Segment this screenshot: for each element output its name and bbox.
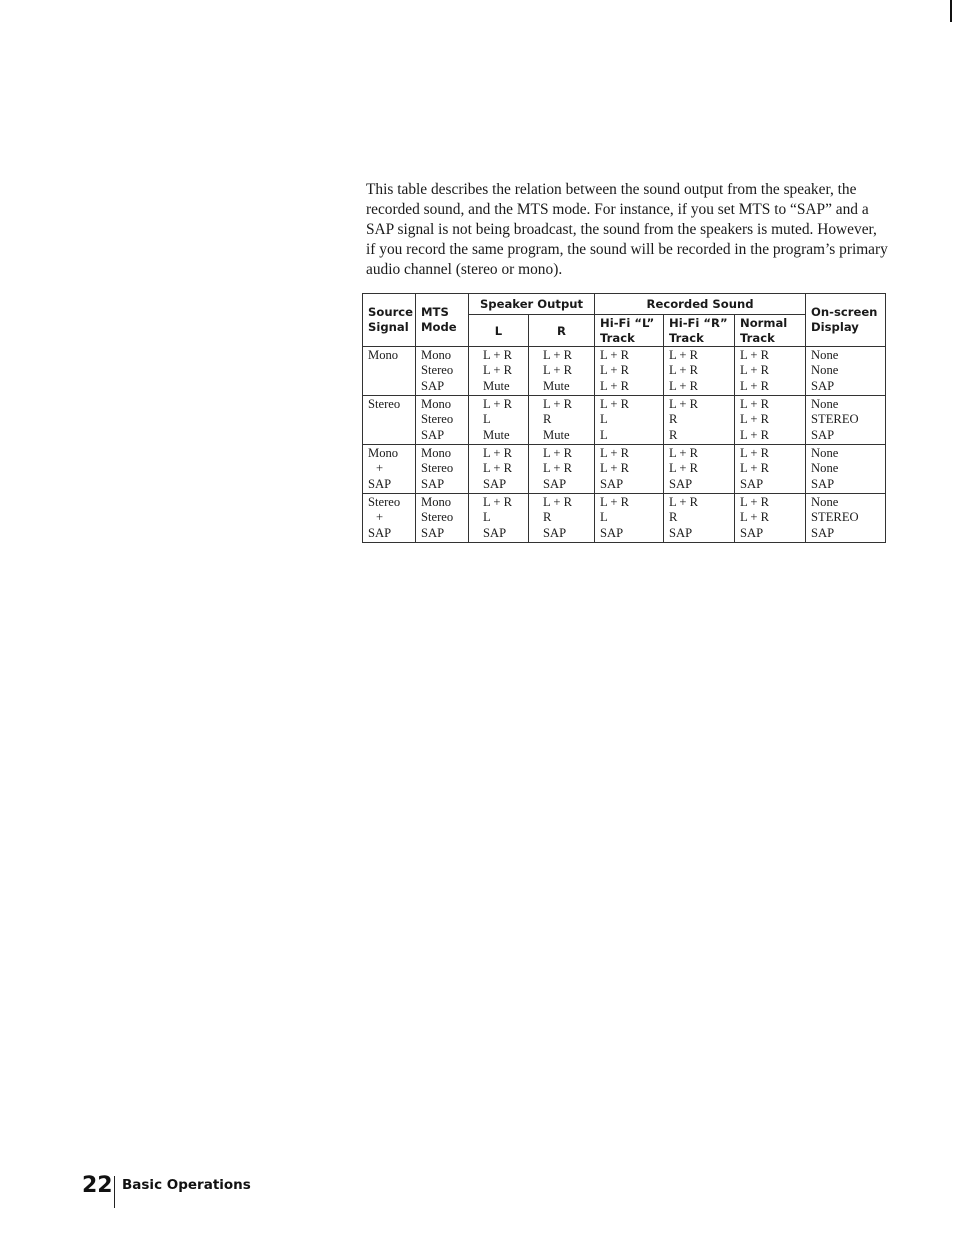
cell-source-signal [363,347,416,396]
cell-line: L + R [740,446,770,460]
cell-line: SAP [811,525,835,540]
cell-line: L [600,412,608,427]
cell-line: Mono [421,495,452,509]
cell-line: Mute [483,427,510,442]
cell-line: L + R [543,446,573,460]
cell-line: Mono [368,348,399,362]
cell-onscreen-display [806,347,886,396]
cell-line: SAP [368,525,392,540]
cell-line: L + R [669,446,699,460]
cell-line: L [600,510,608,525]
cell-line: SAP [483,476,507,491]
cell-line: L + R [600,348,630,362]
cell-line: None [811,446,839,460]
cell-speaker-l [469,445,529,494]
cell-line: L + R [740,378,770,393]
cell-line: Stereo [421,363,454,378]
cell-line: SAP [368,476,392,491]
header-hifi-l-track: Hi-Fi “L” Track [595,315,664,347]
cell-hifi-l [595,396,664,445]
header-row-1 [363,294,886,315]
footer-divider [114,1176,115,1208]
cell-speaker-r [529,396,595,445]
cell-line: Mute [543,427,570,442]
header-onscreen-display: On-screen Display [806,294,886,347]
cell-speaker-r [529,445,595,494]
table-row [363,494,886,543]
cell-line: L + R [740,510,770,525]
cell-normal-track [735,347,806,396]
cell-line: + [376,510,384,525]
cell-line: L + R [543,495,573,509]
cell-line: L + R [600,378,630,393]
cell-line: L + R [669,363,699,378]
page-number: 22 [82,1173,113,1198]
header-speaker-r: R [529,315,595,347]
cell-line: None [811,495,839,509]
intro-paragraph: This table describes the relation between the sound output from the speaker, the recorded sound, and the MTS mode. For instance, if you set MTS to “SAP” and a SAP signal is not being broadcast, the sound from the speakers is muted. However, if you record the same program, the sound will be recorded in the program’s primary audio channel (stereo or mono). [366,181,888,278]
cell-line: SAP [811,378,835,393]
cell-speaker-l [469,494,529,543]
cell-normal-track [735,396,806,445]
cell-line: SAP [740,525,764,540]
cell-line: SAP [811,427,835,442]
cell-mts-mode [416,494,469,543]
cell-line: Mono [368,446,399,460]
header-normal-track: Normal Track [735,315,806,347]
cell-line: L + R [600,397,630,411]
cell-line: None [811,348,839,362]
header-source-signal: Source Signal [363,294,416,347]
cell-line: L + R [483,446,513,460]
cell-line: None [811,363,839,378]
cell-line: None [811,397,839,411]
cell-line: R [543,412,552,427]
cell-line: Mute [543,378,570,393]
cell-line: SAP [669,476,693,491]
cell-hifi-r [664,396,735,445]
cell-line: SAP [421,378,445,393]
cell-line: SAP [811,476,835,491]
cell-source-signal [363,445,416,494]
header-mts-mode: MTS Mode [416,294,469,347]
cell-line: L + R [543,461,573,476]
cell-line: Mono [421,446,452,460]
cell-line: SAP [543,525,567,540]
cell-mts-mode [416,347,469,396]
cell-normal-track [735,494,806,543]
cell-hifi-r [664,445,735,494]
table-row [363,396,886,445]
cell-line: Mono [421,348,452,362]
cell-line: L [483,510,491,525]
cell-speaker-r [529,347,595,396]
cell-line: R [669,412,678,427]
cell-line: None [811,461,839,476]
cell-line: L + R [669,397,699,411]
cell-line: L + R [600,446,630,460]
cell-line: L + R [740,397,770,411]
cell-line: L + R [483,397,513,411]
cell-line: L + R [740,412,770,427]
cell-source-signal [363,494,416,543]
cell-speaker-r [529,494,595,543]
cell-line: L + R [740,348,770,362]
cell-hifi-r [664,347,735,396]
cell-mts-mode [416,396,469,445]
mts-sound-table [362,293,886,543]
cell-hifi-l [595,494,664,543]
cell-line: SAP [600,525,624,540]
header-hifi-r-track: Hi-Fi “R” Track [664,315,735,347]
cell-speaker-l [469,347,529,396]
cell-line: L + R [740,363,770,378]
cell-line: SAP [600,476,624,491]
cell-line: L + R [740,461,770,476]
cell-line: Stereo [368,495,401,509]
cell-normal-track [735,445,806,494]
cell-line: L + R [483,363,513,378]
cell-line: + [376,461,384,476]
cell-line: SAP [421,476,445,491]
cell-line: L + R [669,461,699,476]
table-row [363,347,886,396]
cell-hifi-r [664,494,735,543]
header-speaker-l: L [469,315,529,347]
page-edge-mark [950,0,952,22]
cell-line: Stereo [421,412,454,427]
cell-mts-mode [416,445,469,494]
cell-onscreen-display [806,396,886,445]
cell-line: L + R [543,348,573,362]
cell-line: L [600,427,608,442]
cell-line: STEREO [811,412,859,427]
header-speaker-output: Speaker Output [469,294,595,315]
cell-line: L + R [600,495,630,509]
cell-onscreen-display [806,494,886,543]
cell-hifi-l [595,445,664,494]
cell-line: Stereo [368,397,401,411]
cell-line: SAP [740,476,764,491]
cell-speaker-l [469,396,529,445]
cell-line: L + R [483,348,513,362]
cell-line: L + R [740,427,770,442]
cell-source-signal [363,396,416,445]
cell-line: L [483,412,491,427]
cell-line: L + R [483,461,513,476]
cell-line: L + R [483,495,513,509]
cell-line: Mute [483,378,510,393]
cell-line: STEREO [811,510,859,525]
table-row [363,445,886,494]
cell-line: R [669,427,678,442]
cell-line: R [543,510,552,525]
cell-line: L + R [740,495,770,509]
cell-line: Stereo [421,461,454,476]
cell-line: L + R [669,495,699,509]
cell-line: SAP [669,525,693,540]
cell-line: SAP [483,525,507,540]
cell-line: R [669,510,678,525]
section-title: Basic Operations [122,1177,251,1193]
cell-line: Mono [421,397,452,411]
cell-line: L + R [600,363,630,378]
cell-line: L + R [669,348,699,362]
cell-hifi-l [595,347,664,396]
cell-onscreen-display [806,445,886,494]
cell-line: Stereo [421,510,454,525]
cell-line: SAP [421,525,445,540]
cell-line: L + R [543,397,573,411]
cell-line: L + R [669,378,699,393]
cell-line: L + R [543,363,573,378]
cell-line: L + R [600,461,630,476]
cell-line: SAP [421,427,445,442]
header-recorded-sound: Recorded Sound [595,294,806,315]
cell-line: SAP [543,476,567,491]
